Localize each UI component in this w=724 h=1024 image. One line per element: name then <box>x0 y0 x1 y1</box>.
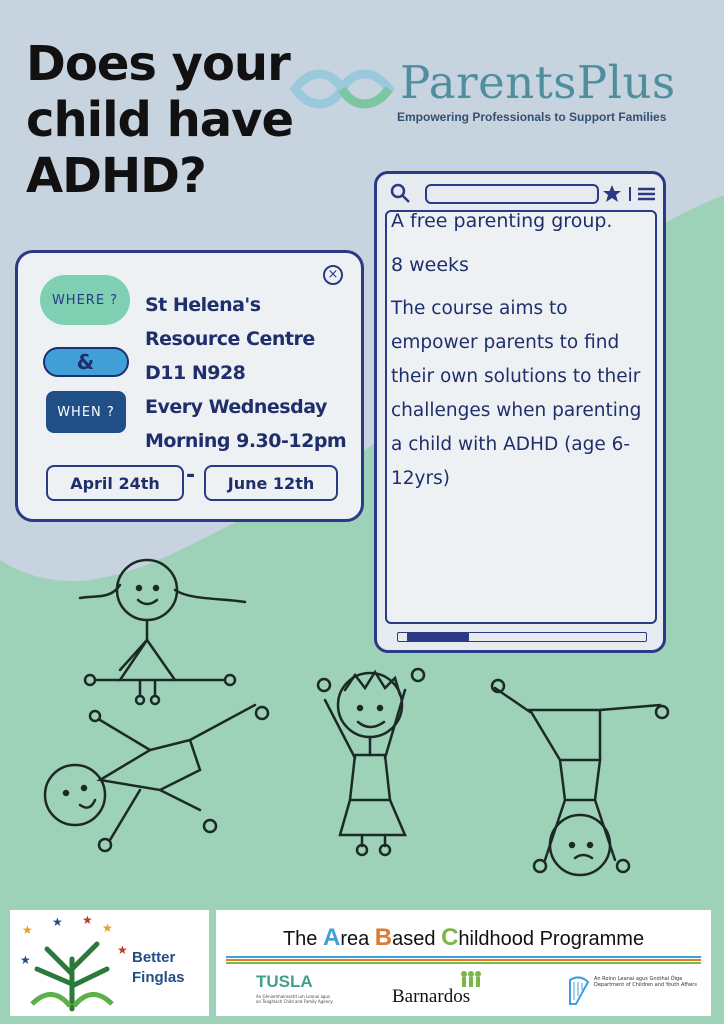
svg-text:★: ★ <box>20 953 31 967</box>
svg-text:★: ★ <box>102 921 113 935</box>
better-finglas-logo <box>10 910 209 1016</box>
infinity-logo-icon <box>285 64 400 114</box>
logo-tagline: Empowering Professionals to Support Families <box>397 110 667 124</box>
location-line-3: D11 N928 <box>145 362 246 384</box>
svg-text:★: ★ <box>52 915 63 929</box>
phone-mockup <box>374 171 666 653</box>
search-icon[interactable] <box>389 182 413 206</box>
department-logo-text: An Roinn Leanaí agus Gnóthaí Óige Department of Children and Youth Affairs <box>594 976 697 988</box>
location-time-text <box>145 288 346 458</box>
location-line-1: St Helena's <box>145 294 261 316</box>
time-line-1: Every Wednesday <box>145 396 327 418</box>
svg-text:★: ★ <box>117 943 128 957</box>
phone-content <box>391 204 653 506</box>
when-bubble: WHEN ? <box>46 391 126 433</box>
browser-bar <box>385 178 657 206</box>
parentsplus-logo <box>285 56 715 126</box>
tree-hands-icon <box>12 914 132 1014</box>
better-finglas-line-2: Finglas <box>132 969 185 986</box>
address-field[interactable] <box>425 184 599 204</box>
headline-line-2: child have <box>26 92 294 148</box>
scroll-thumb[interactable] <box>407 632 469 642</box>
headline-line-1: Does your <box>26 36 290 92</box>
and-pill: & <box>43 347 129 377</box>
headline-line-3: ADHD? <box>26 148 206 204</box>
course-aim-text: The course aims to empower parents to find their own solutions to their challenges when parenting a child with ADHD (age 6-12yrs) <box>391 298 642 489</box>
svg-text:★: ★ <box>82 914 93 927</box>
tusla-logo: TUSLA <box>256 972 313 991</box>
time-line-2: Morning 9.30-12pm <box>145 430 347 452</box>
barnardos-logo: Barnardos <box>392 986 471 1007</box>
info-card <box>15 250 364 522</box>
color-stripes <box>226 956 701 964</box>
end-date-button[interactable]: June 12th <box>204 465 338 501</box>
headline <box>26 36 296 204</box>
better-finglas-line-1: Better <box>132 949 176 966</box>
close-icon[interactable]: × <box>323 265 343 285</box>
location-line-2: Resource Centre <box>145 328 315 350</box>
date-separator: - <box>186 463 196 488</box>
tusla-subtitle: An Ghníomhaireacht um Leanaí agus an Teaghlach Child and Family Agency <box>256 994 333 1004</box>
logo-wordmark: ParentsPlus <box>400 56 676 109</box>
free-group-text: A free parenting group. <box>391 210 613 232</box>
duration-text: 8 weeks <box>391 254 469 276</box>
partner-logos <box>216 910 711 1016</box>
harp-icon <box>566 974 592 1008</box>
browser-icons <box>603 184 663 204</box>
where-bubble: WHERE ? <box>40 275 130 325</box>
better-finglas-text <box>132 948 185 988</box>
star-icon <box>603 185 621 202</box>
abc-programme-title: The Area Based Childhood Programme <box>282 924 645 951</box>
svg-text:★: ★ <box>22 923 33 937</box>
start-date-button[interactable]: April 24th <box>46 465 184 501</box>
